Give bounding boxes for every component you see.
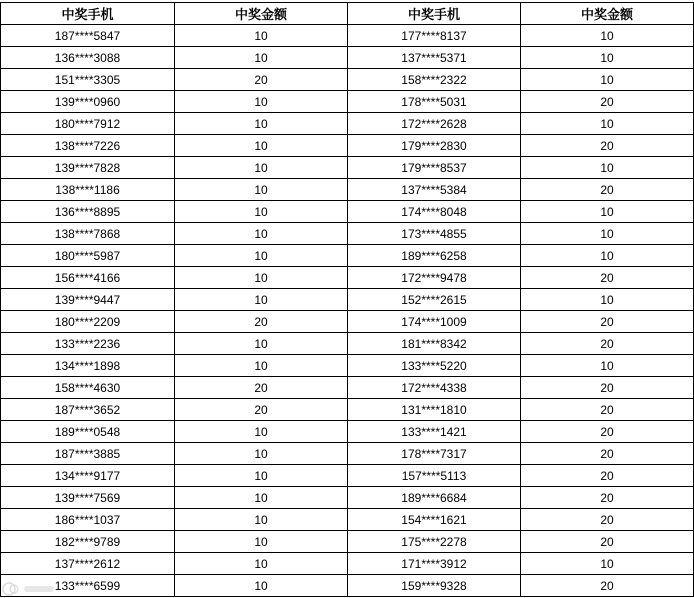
phone-right-cell: 174****8048 — [348, 201, 521, 223]
amount-right-cell: 20 — [521, 575, 694, 597]
table-row — [1, 465, 694, 487]
phone-left-cell: 182****9789 — [1, 531, 175, 553]
amount-left-cell: 20 — [175, 311, 348, 333]
table-row — [1, 377, 694, 399]
amount-left-cell: 10 — [175, 355, 348, 377]
phone-left-cell: 133****6599 — [1, 575, 175, 597]
phone-right-cell: 172****9478 — [348, 267, 521, 289]
amount-right-cell: 20 — [521, 135, 694, 157]
amount-right-cell: 20 — [521, 91, 694, 113]
amount-right-cell: 10 — [521, 113, 694, 135]
phone-right-cell: 133****5220 — [348, 355, 521, 377]
phone-left-cell: 137****2612 — [1, 553, 175, 575]
phone-right-cell: 189****6258 — [348, 245, 521, 267]
amount-right-cell: 20 — [521, 443, 694, 465]
amount-left-cell: 10 — [175, 113, 348, 135]
phone-right-cell: 157****5113 — [348, 465, 521, 487]
phone-right-cell: 152****2615 — [348, 289, 521, 311]
amount-left-cell: 10 — [175, 443, 348, 465]
amount-left-cell: 10 — [175, 333, 348, 355]
amount-right-cell: 20 — [521, 465, 694, 487]
amount-right-cell: 20 — [521, 509, 694, 531]
amount-right-cell: 10 — [521, 69, 694, 91]
amount-left-cell: 10 — [175, 575, 348, 597]
phone-right-cell: 175****2278 — [348, 531, 521, 553]
amount-right-cell: 20 — [521, 531, 694, 553]
amount-left-cell: 10 — [175, 553, 348, 575]
phone-right-cell: 131****1810 — [348, 399, 521, 421]
amount-left-cell: 10 — [175, 531, 348, 553]
phone-right-cell: 179****8537 — [348, 157, 521, 179]
amount-right-cell: 20 — [521, 377, 694, 399]
table-row — [1, 25, 694, 47]
amount-left-cell: 10 — [175, 289, 348, 311]
phone-right-cell: 189****6684 — [348, 487, 521, 509]
amount-right-cell: 10 — [521, 201, 694, 223]
table-row — [1, 443, 694, 465]
phone-left-cell: 180****2209 — [1, 311, 175, 333]
amount-left-cell: 10 — [175, 201, 348, 223]
header-amount-left: 中奖金额 — [175, 3, 348, 25]
phone-right-cell: 173****4855 — [348, 223, 521, 245]
table-row — [1, 69, 694, 91]
table-row — [1, 179, 694, 201]
amount-right-cell: 10 — [521, 553, 694, 575]
table-body — [1, 25, 694, 597]
phone-right-cell: 178****5031 — [348, 91, 521, 113]
phone-right-cell: 171****3912 — [348, 553, 521, 575]
phone-right-cell: 137****5371 — [348, 47, 521, 69]
header-phone-right: 中奖手机 — [348, 3, 521, 25]
header-amount-right: 中奖金额 — [521, 3, 694, 25]
winners-table — [0, 2, 694, 597]
table-row — [1, 201, 694, 223]
phone-right-cell: 133****1421 — [348, 421, 521, 443]
phone-left-cell: 134****9177 — [1, 465, 175, 487]
amount-left-cell: 10 — [175, 179, 348, 201]
phone-left-cell: 139****7828 — [1, 157, 175, 179]
phone-right-cell: 172****2628 — [348, 113, 521, 135]
table-row — [1, 135, 694, 157]
amount-left-cell: 20 — [175, 399, 348, 421]
amount-left-cell: 20 — [175, 69, 348, 91]
table-row — [1, 487, 694, 509]
phone-left-cell: 134****1898 — [1, 355, 175, 377]
amount-right-cell: 10 — [521, 47, 694, 69]
phone-right-cell: 159****9328 — [348, 575, 521, 597]
phone-right-cell: 178****7317 — [348, 443, 521, 465]
table-row — [1, 553, 694, 575]
phone-left-cell: 180****7912 — [1, 113, 175, 135]
amount-left-cell: 10 — [175, 465, 348, 487]
phone-right-cell: 177****8137 — [348, 25, 521, 47]
header-phone-left: 中奖手机 — [1, 3, 175, 25]
amount-left-cell: 10 — [175, 157, 348, 179]
amount-right-cell: 20 — [521, 179, 694, 201]
amount-left-cell: 10 — [175, 509, 348, 531]
table-row — [1, 47, 694, 69]
phone-right-cell: 137****5384 — [348, 179, 521, 201]
table-row — [1, 531, 694, 553]
table-row — [1, 399, 694, 421]
phone-left-cell: 138****7226 — [1, 135, 175, 157]
phone-left-cell: 136****3088 — [1, 47, 175, 69]
table-row — [1, 421, 694, 443]
phone-left-cell: 139****7569 — [1, 487, 175, 509]
table-row — [1, 289, 694, 311]
amount-left-cell: 10 — [175, 267, 348, 289]
amount-right-cell: 10 — [521, 223, 694, 245]
watermark-logo-icon — [0, 580, 60, 598]
table-row — [1, 157, 694, 179]
phone-left-cell: 139****9447 — [1, 289, 175, 311]
table-row — [1, 113, 694, 135]
table-row — [1, 245, 694, 267]
phone-left-cell: 180****5987 — [1, 245, 175, 267]
phone-right-cell: 154****1621 — [348, 509, 521, 531]
table-row — [1, 91, 694, 113]
phone-left-cell: 187****3652 — [1, 399, 175, 421]
phone-left-cell: 139****0960 — [1, 91, 175, 113]
header-row — [1, 3, 694, 25]
amount-left-cell: 10 — [175, 487, 348, 509]
amount-right-cell: 10 — [521, 157, 694, 179]
amount-right-cell: 20 — [521, 267, 694, 289]
phone-left-cell: 186****1037 — [1, 509, 175, 531]
table-row — [1, 223, 694, 245]
amount-right-cell: 20 — [521, 311, 694, 333]
phone-left-cell: 187****3885 — [1, 443, 175, 465]
phone-right-cell: 179****2830 — [348, 135, 521, 157]
table-row — [1, 267, 694, 289]
phone-right-cell: 174****1009 — [348, 311, 521, 333]
table-row — [1, 355, 694, 377]
table-row — [1, 509, 694, 531]
amount-left-cell: 10 — [175, 245, 348, 267]
amount-right-cell: 20 — [521, 487, 694, 509]
amount-right-cell: 20 — [521, 421, 694, 443]
phone-right-cell: 172****4338 — [348, 377, 521, 399]
amount-left-cell: 20 — [175, 377, 348, 399]
amount-right-cell: 20 — [521, 333, 694, 355]
phone-left-cell: 136****8895 — [1, 201, 175, 223]
amount-left-cell: 10 — [175, 47, 348, 69]
phone-left-cell: 187****5847 — [1, 25, 175, 47]
phone-left-cell: 158****4630 — [1, 377, 175, 399]
amount-right-cell: 10 — [521, 245, 694, 267]
phone-right-cell: 181****8342 — [348, 333, 521, 355]
table-row — [1, 311, 694, 333]
amount-left-cell: 10 — [175, 421, 348, 443]
amount-left-cell: 10 — [175, 135, 348, 157]
amount-right-cell: 10 — [521, 25, 694, 47]
amount-left-cell: 10 — [175, 223, 348, 245]
phone-left-cell: 151****3305 — [1, 69, 175, 91]
phone-left-cell: 156****4166 — [1, 267, 175, 289]
phone-left-cell: 189****0548 — [1, 421, 175, 443]
phone-left-cell: 133****2236 — [1, 333, 175, 355]
phone-left-cell: 138****7868 — [1, 223, 175, 245]
amount-left-cell: 10 — [175, 25, 348, 47]
phone-right-cell: 158****2322 — [348, 69, 521, 91]
amount-right-cell: 10 — [521, 355, 694, 377]
amount-left-cell: 10 — [175, 91, 348, 113]
amount-right-cell: 10 — [521, 289, 694, 311]
table-row — [1, 333, 694, 355]
amount-right-cell: 20 — [521, 399, 694, 421]
table-row — [1, 575, 694, 597]
phone-left-cell: 138****1186 — [1, 179, 175, 201]
